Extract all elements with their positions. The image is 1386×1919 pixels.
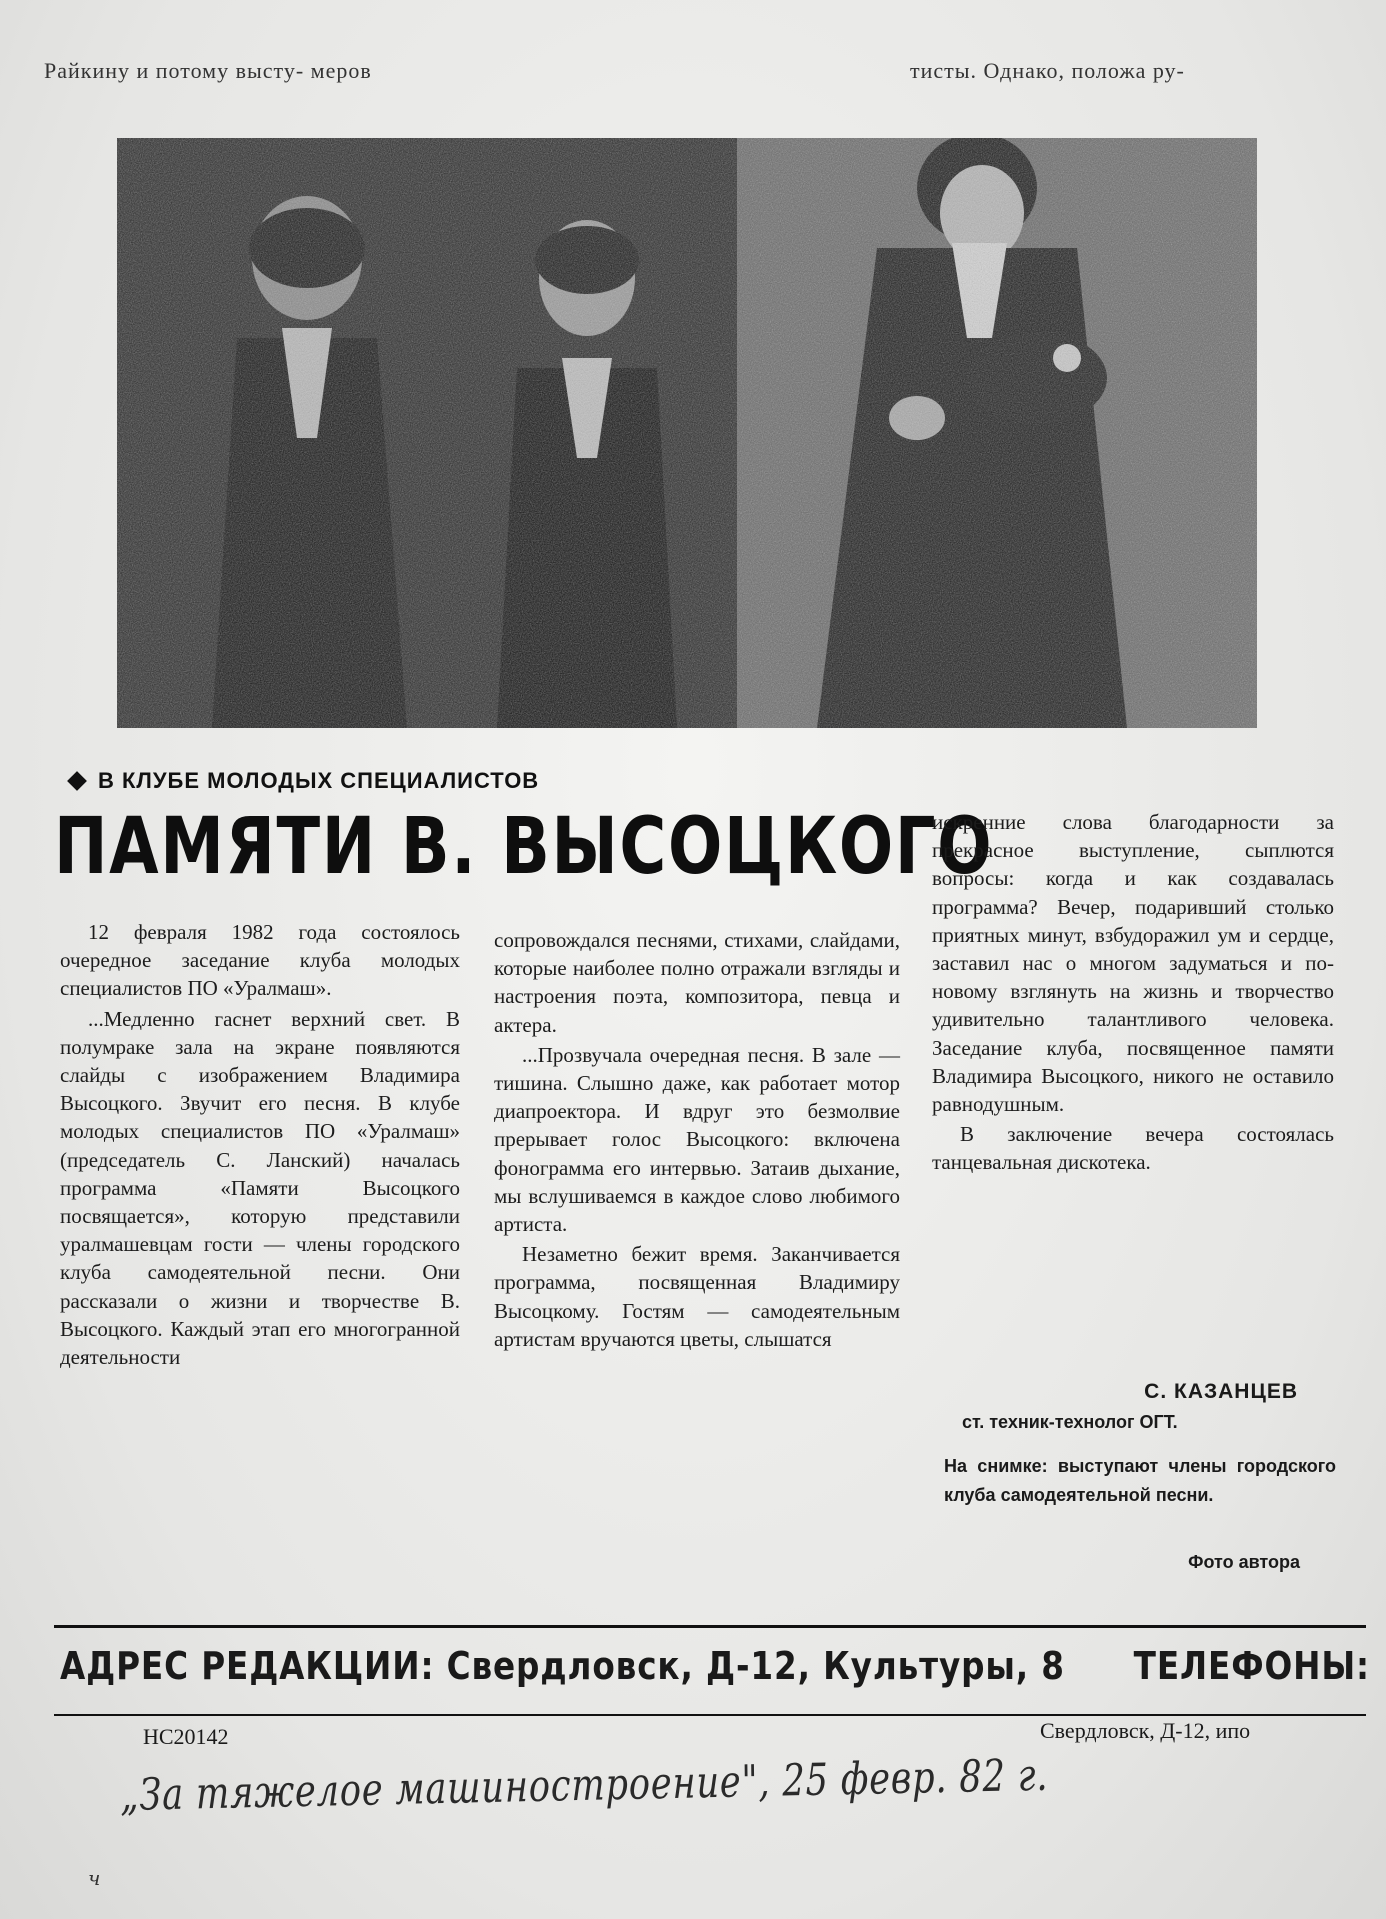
paragraph: сопровождался песнями, стихами, слайдами, которые наиболее полно отражали взгляды и настроения поэта, композитора, певца и актера. [494,928,900,1037]
article-rubric [70,768,539,794]
article-column-2 [494,926,900,1355]
top-strip-left-text: Райкину и потому высту- меров [44,58,372,83]
handwritten-corner-mark: ч [88,1866,101,1890]
print-code: НС20142 [143,1724,229,1749]
address-text: АДРЕС РЕДАКЦИИ: Свердловск, Д-12, Культуры, 8 [60,1644,1065,1688]
handwritten-source-note: „За тяжелое машиностроение", 25 февр. 82 г. [120,1749,1049,1821]
rubric-text: В КЛУБЕ МОЛОДЫХ СПЕЦИАЛИСТОВ [98,768,540,793]
author-position: ст. техник-технолог ОГТ. [962,1412,1178,1432]
paragraph: Незаметно бежит время. Заканчивается программа, посвященная Владимиру Высоцкому. Гостям — самодеятельным артистам вручаются цветы, слышатся [494,1242,900,1351]
diamond-bullet-icon [67,771,87,791]
top-strip-right-text: тисты. Однако, положа ру- [910,58,1185,83]
article-photo [117,138,1257,728]
article-column-1 [60,918,460,1373]
caption-text: выступают члены городского клуба самодеятельной песни. [944,1456,1336,1505]
paragraph: искренние слова благодарности за прекрасное выступление, сыплются вопросы: когда и как создавалась программа? Вечер, подаривший столько приятных минут, взбудоражил ум и сердце, заставил нас о многом задуматься и по-новому взглянуть на жизнь и творчество удивительно талантливого человека. Заседание клуба, посвященное памяти Владимира Высоцкого, никого не оставило равнодушным. [932,810,1334,1117]
footer-divider-bottom [54,1714,1366,1716]
photo-credit: Фото автора [1188,1552,1300,1572]
phones-label: ТЕЛЕФОНЫ: [1133,1644,1370,1688]
author-name: С. КАЗАНЦЕВ [1144,1380,1298,1403]
caption-label: На снимке: [944,1456,1048,1476]
printer-location: Свердловск, Д-12, ипо [1040,1718,1251,1743]
paragraph: 12 февраля 1982 года состоялось очередное заседание клуба молодых специалистов ПО «Уралмаш». [60,920,460,1001]
photo-of-performers-icon [117,138,1257,728]
paragraph: В заключение вечера состоялась танцевальная дискотека. [932,1122,1334,1175]
photo-caption [944,1452,1336,1510]
editorial-address [60,1644,1370,1688]
footer-divider-top [54,1625,1366,1628]
paragraph: ...Медленно гаснет верхний свет. В полумраке зала на экране появляются слайды с изображением Владимира Высоцкого. Звучит его песня. В клубе молодых специалистов ПО «Уралмаш» (председатель С. Ланский) началась программа «Памяти Высоцкого посвящается», которую представили уралмашевцам гости — члены городского клуба самодеятельной песни. Они рассказали о жизни и творчестве В. Высоцкого. Каждый этап его многогранной деятельности [60,1006,460,1370]
article-column-3 [932,808,1334,1179]
paragraph: ...Прозвучала очередная песня. В зале — тишина. Слышно даже, как работает мотор диапроектора. И вдруг это безмолвие прерывает голос Высоцкого: включена фонограмма его интервью. Затаив дыхание, мы вслушиваемся в каждое слово любимого артиста. [494,1042,900,1237]
article-headline: ПАМЯТИ В. ВЫСОЦКОГО [54,802,994,892]
